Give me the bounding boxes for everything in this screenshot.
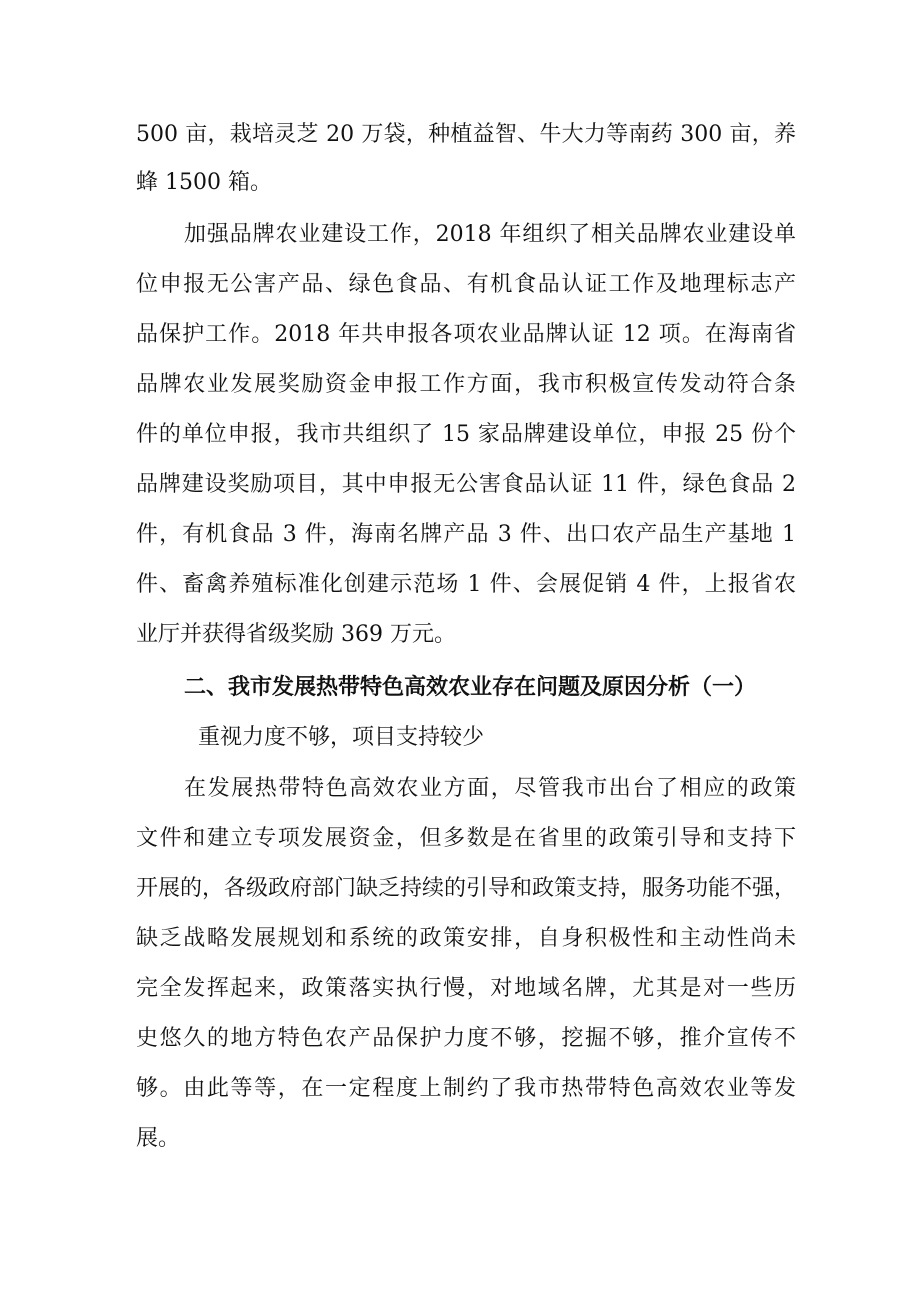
sub-heading: 重视力度不够，项目支持较少 xyxy=(198,725,485,750)
paragraph-3-line-7: 够。由此等等，在一定程度上制约了我市热带特色高效农业等发 xyxy=(136,1076,796,1101)
paragraph-1-line-2: 蜂 1500 箱。 xyxy=(136,170,272,195)
paragraph-2-line-5: 件的单位申报，我市共组织了 15 家品牌建设单位，申报 25 份个 xyxy=(136,422,796,447)
paragraph-2-line-2: 位申报无公害产品、绿色食品、有机食品认证工作及地理标志产 xyxy=(136,272,796,297)
paragraph-3-line-4: 缺乏战略发展规划和系统的政策安排，自身积极性和主动性尚未 xyxy=(136,926,796,951)
paragraph-2-line-9: 业厅并获得省级奖励 369 万元。 xyxy=(136,622,456,647)
paragraph-3-line-8: 展。 xyxy=(136,1126,181,1151)
section-heading: 二、我市发展热带特色高效农业存在问题及原因分析（一） xyxy=(184,675,757,700)
paragraph-2-line-8: 件、畜禽养殖标准化创建示范场 1 件、会展促销 4 件，上报省农 xyxy=(136,572,796,597)
paragraph-3-line-2: 文件和建立专项发展资金，但多数是在省里的政策引导和支持下 xyxy=(136,826,796,851)
paragraph-2-line-6: 品牌建设奖励项目，其中申报无公害食品认证 11 件，绿色食品 2 xyxy=(136,472,796,497)
paragraph-2-line-4: 品牌农业发展奖励资金申报工作方面，我市积极宣传发动符合条 xyxy=(136,372,796,397)
paragraph-2-line-3: 品保护工作。2018 年共申报各项农业品牌认证 12 项。在海南省 xyxy=(136,322,796,347)
paragraph-1-line-1: 500 亩，栽培灵芝 20 万袋，种植益智、牛大力等南药 300 亩，养 xyxy=(136,122,796,147)
paragraph-2-line-7: 件，有机食品 3 件，海南名牌产品 3 件、出口农产品生产基地 1 xyxy=(136,522,796,547)
paragraph-3-line-5: 完全发挥起来，政策落实执行慢，对地域名牌，尤其是对一些历 xyxy=(136,976,796,1001)
paragraph-3-line-3: 开展的，各级政府部门缺乏持续的引导和政策支持，服务功能不强， xyxy=(136,876,796,901)
paragraph-3-line-1: 在发展热带特色高效农业方面，尽管我市出台了相应的政策 xyxy=(184,776,796,801)
paragraph-2-line-1: 加强品牌农业建设工作，2018 年组织了相关品牌农业建设单 xyxy=(184,222,796,247)
paragraph-3-line-6: 史悠久的地方特色农产品保护力度不够，挖掘不够，推介宣传不 xyxy=(136,1026,796,1051)
